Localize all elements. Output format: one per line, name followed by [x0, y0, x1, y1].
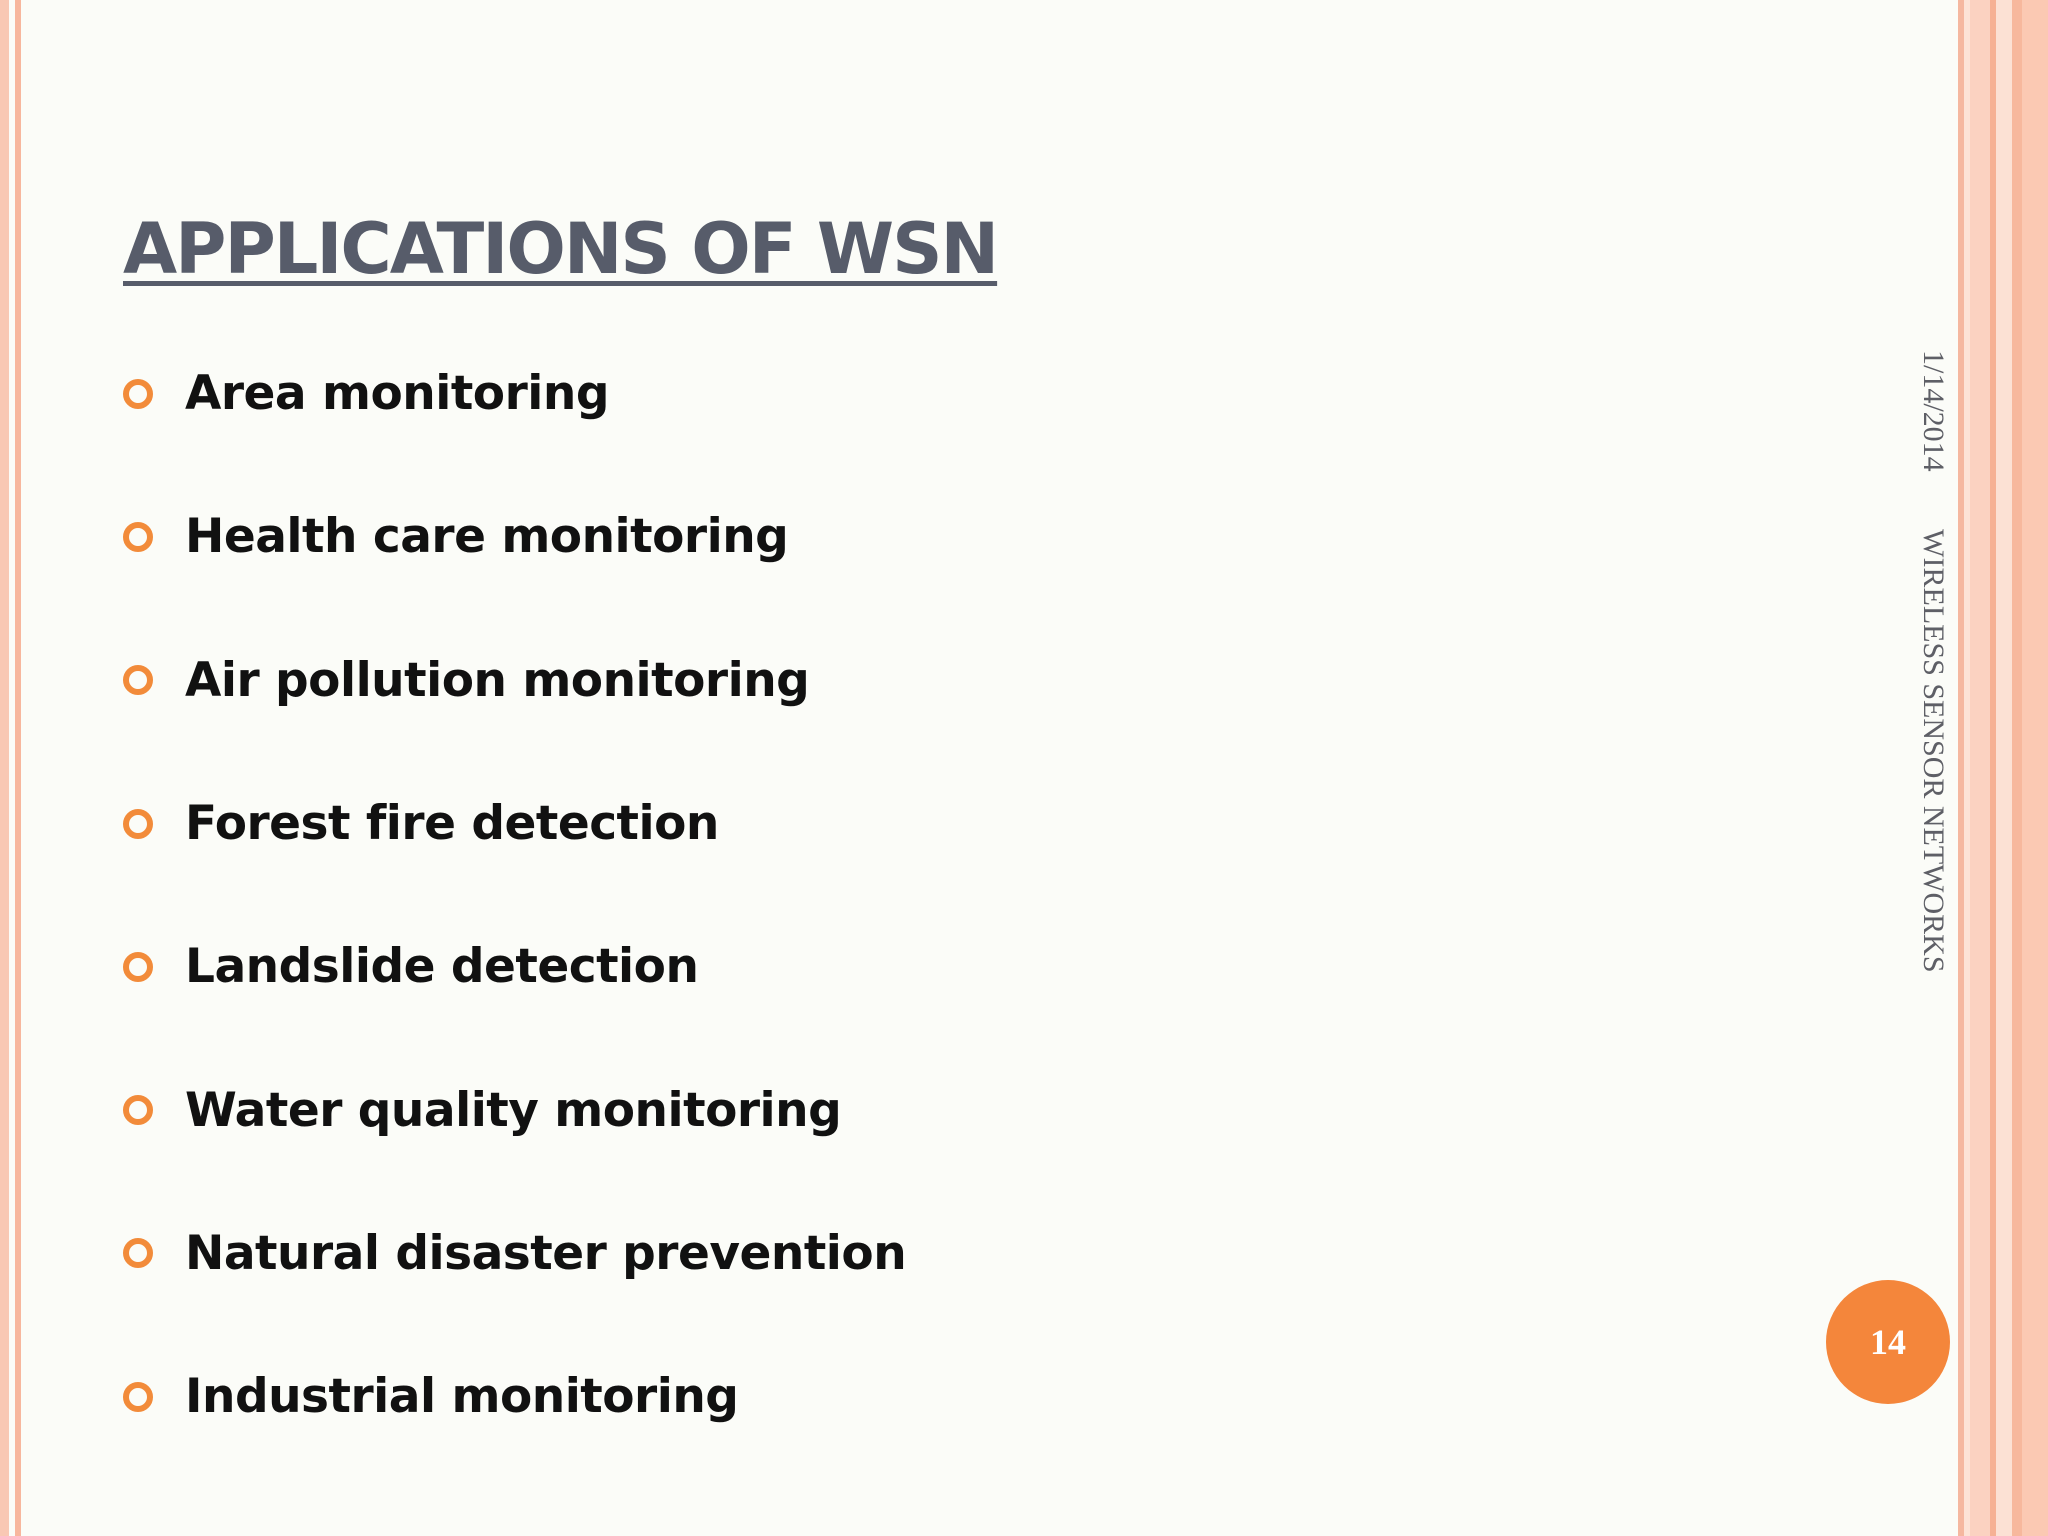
right-decor-stripe — [1996, 0, 2012, 1536]
bullet-text: Forest fire detection — [185, 796, 719, 852]
ring-bullet-icon — [123, 1238, 153, 1268]
bullet-text: Area monitoring — [185, 366, 609, 422]
footer-date: 1/14/2014 — [1917, 350, 1950, 472]
list-item — [123, 465, 906, 608]
ring-bullet-icon — [123, 1095, 153, 1125]
bullet-text: Air pollution monitoring — [185, 652, 810, 708]
list-item — [123, 752, 906, 895]
bullet-text: Natural disaster prevention — [185, 1225, 907, 1281]
left-border — [0, 0, 9, 1536]
list-item — [123, 1038, 906, 1181]
page-number: 14 — [1870, 1322, 1906, 1362]
ring-bullet-icon — [123, 522, 153, 552]
ring-bullet-icon — [123, 809, 153, 839]
bullet-text: Water quality monitoring — [185, 1082, 842, 1138]
bullet-text: Landslide detection — [185, 939, 699, 995]
bullet-text: Industrial monitoring — [185, 1369, 739, 1425]
left-border-inner — [15, 0, 21, 1536]
list-item — [123, 322, 906, 465]
bullet-text: Health care monitoring — [185, 509, 789, 565]
page-number-badge — [1826, 1280, 1950, 1404]
right-decor-stripe — [2022, 0, 2048, 1536]
ring-bullet-icon — [123, 1382, 153, 1412]
list-item — [123, 895, 906, 1038]
list-item — [123, 1182, 906, 1325]
bullet-list — [123, 355, 906, 1468]
right-decor-stripe — [1970, 0, 1990, 1536]
right-decor-stripe — [2012, 0, 2022, 1536]
list-item — [123, 609, 906, 752]
ring-bullet-icon — [123, 952, 153, 982]
slide-title: APPLICATIONS OF WSN — [123, 208, 998, 290]
vertical-footer — [1900, 350, 1950, 1050]
list-item — [123, 1325, 906, 1468]
footer-text: WIRELESS SENSOR NETWORKS — [1917, 529, 1950, 973]
ring-bullet-icon — [123, 665, 153, 695]
ring-bullet-icon — [123, 379, 153, 409]
